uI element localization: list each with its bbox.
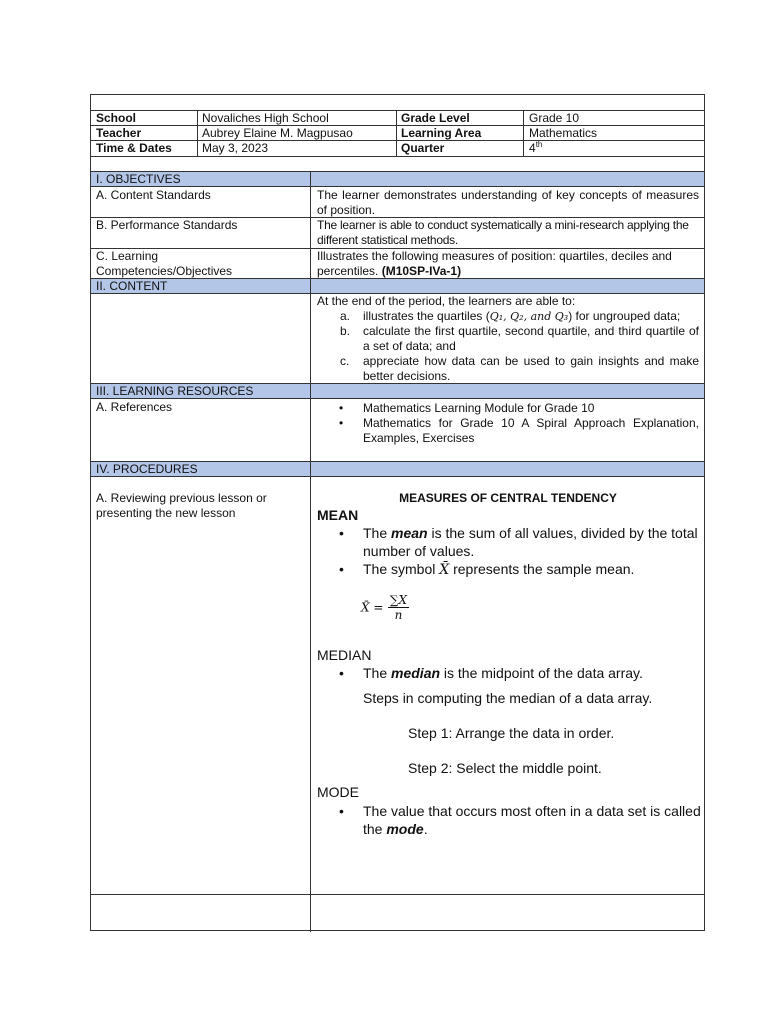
- content-heading: II. CONTENT: [96, 279, 168, 293]
- content-item-a: illustrates the quartiles (Q₁, Q₂, and Q₃) for ungrouped data;: [363, 309, 681, 323]
- median-steps-intro: Steps in computing the median of a data array.: [363, 690, 653, 706]
- measures-title: MEASURES OF CENTRAL TENDENCY: [399, 491, 617, 505]
- median-step-1: Step 1: Arrange the data in order.: [408, 725, 615, 741]
- content-item-c: appreciate how data can be used to gain insights and make better decisions.: [363, 354, 699, 383]
- performance-standards-text: The learner is able to conduct systematically a mini-research applying the different statistical methods.: [317, 218, 689, 247]
- content-standards-label: A. Content Standards: [96, 188, 211, 202]
- mode-heading: MODE: [317, 784, 359, 800]
- learning-competencies-text: Illustrates the following measures of position: quartiles, deciles and percentiles. (M10SP-IVa-1): [317, 249, 672, 278]
- bullet-icon: •: [339, 416, 344, 430]
- lesson-plan-table: [90, 94, 705, 931]
- teacher-value: Aubrey Elaine M. Magpusao: [202, 126, 353, 140]
- reference-item: Mathematics Learning Module for Grade 10: [363, 401, 595, 415]
- mean-formula: X̄ = $\frac{\sum X}{n}$: [361, 593, 407, 622]
- procedures-heading: IV. PROCEDURES: [96, 462, 198, 476]
- content-standards-text: The learner demonstrates understanding of key concepts of measures of position.: [317, 188, 699, 217]
- performance-standards-label: B. Performance Standards: [96, 218, 238, 232]
- bullet-icon: •: [339, 525, 344, 541]
- grade-level-label: Grade Level: [401, 111, 470, 125]
- content-band: [91, 278, 704, 293]
- content-item-b-marker: b.: [340, 324, 351, 338]
- median-step-2: Step 2: Select the middle point.: [408, 760, 602, 776]
- content-item-a-marker: a.: [340, 309, 351, 323]
- bullet-icon: •: [339, 665, 344, 681]
- learning-area-value: Mathematics: [529, 126, 598, 140]
- mean-definition: The mean is the sum of all values, divided by the total number of values.: [363, 525, 698, 559]
- mean-heading: MEAN: [317, 507, 359, 523]
- content-item-b: calculate the first quartile, second quartile, and third quartile of a set of data; and: [363, 324, 699, 353]
- school-value: Novaliches High School: [202, 111, 329, 125]
- resources-heading: III. LEARNING RESOURCES: [96, 384, 254, 398]
- bullet-icon: •: [339, 803, 344, 819]
- quarter-label: Quarter: [401, 141, 445, 155]
- median-heading: MEDIAN: [317, 647, 372, 663]
- learning-area-label: Learning Area: [401, 126, 482, 140]
- bullet-icon: •: [339, 561, 344, 577]
- objectives-band: [91, 171, 704, 186]
- mode-definition: The value that occurs most often in a data set is called the mode.: [363, 803, 701, 837]
- median-definition: The median is the midpoint of the data array.: [363, 665, 643, 681]
- mean-symbol-text: The symbol X̄ represents the sample mean.: [363, 561, 635, 578]
- time-dates-label: Time & Dates: [96, 141, 172, 155]
- content-item-c-marker: c.: [340, 354, 350, 368]
- content-intro: At the end of the period, the learners are able to:: [317, 294, 576, 308]
- review-lesson-label: A. Reviewing previous lesson or presenting the new lesson: [96, 491, 267, 520]
- grade-level-value: Grade 10: [529, 111, 580, 125]
- reference-item: Mathematics for Grade 10 A Spiral Approach Explanation, Examples, Exercises: [363, 416, 699, 445]
- learning-competencies-label: C. Learning Competencies/Objectives: [96, 249, 233, 278]
- school-label: School: [96, 111, 137, 125]
- references-label: A. References: [96, 400, 173, 414]
- time-dates-value: May 3, 2023: [202, 141, 269, 155]
- objectives-heading: I. OBJECTIVES: [96, 172, 181, 186]
- teacher-label: Teacher: [96, 126, 142, 140]
- quarter-value: 4th: [529, 140, 543, 155]
- bullet-icon: •: [339, 401, 344, 415]
